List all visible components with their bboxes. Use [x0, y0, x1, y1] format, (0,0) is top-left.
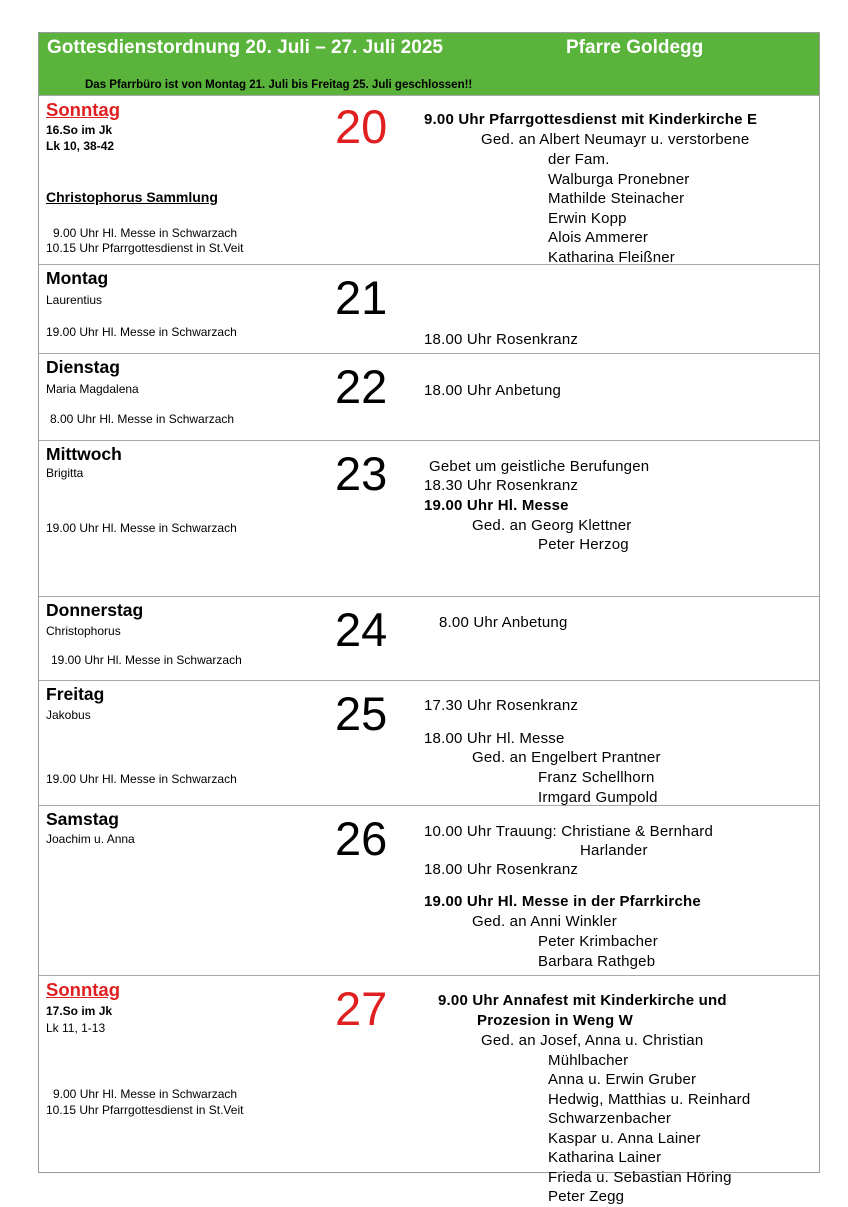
event-line: 17.30 Uhr Rosenkranz: [424, 697, 579, 714]
side-note: 19.00 Uhr Hl. Messe in Schwarzach: [46, 521, 237, 535]
saint-of-day: Brigitta: [46, 466, 84, 480]
event-line: Erwin Kopp: [548, 210, 627, 227]
day-number: 24: [335, 603, 388, 656]
event-line: Schwarzenbacher: [548, 1110, 672, 1127]
day-name: Sonntag: [46, 979, 120, 1000]
saint-of-day: Maria Magdalena: [46, 382, 139, 396]
gospel-reading: Lk 11, 1-13: [46, 1021, 106, 1035]
liturgical-week: 17.So im Jk: [46, 1004, 113, 1018]
day-number: 27: [335, 982, 388, 1035]
event-line: Ged. an Josef, Anna u. Christian: [481, 1032, 704, 1049]
side-note: 10.15 Uhr Pfarrgottesdienst in St.Veit: [46, 1103, 244, 1117]
saint-of-day: Laurentius: [46, 293, 103, 307]
event-line: Peter Krimbacher: [538, 933, 658, 950]
schedule-sheet: [38, 32, 820, 1205]
event-line: Alois Ammerer: [548, 229, 649, 246]
day-block-donnerstag-24: [39, 596, 819, 680]
side-note: 8.00 Uhr Hl. Messe in Schwarzach: [50, 412, 235, 426]
event-line: Peter Zegg: [548, 1188, 625, 1205]
event-line: Hedwig, Matthias u. Reinhard: [548, 1091, 751, 1108]
day-number: 25: [335, 687, 388, 740]
event-line: Mühlbacher: [548, 1052, 629, 1069]
event-line: 19.00 Uhr Hl. Messe in der Pfarrkirche: [424, 893, 701, 910]
page-title: Gottesdienstordnung 20. Juli – 27. Juli 2025: [47, 37, 443, 58]
gospel-reading: Lk 10, 38-42: [46, 139, 115, 153]
event-line: Barbara Rathgeb: [538, 953, 656, 970]
event-line: Walburga Pronebner: [548, 171, 690, 188]
day-block-freitag-25: [39, 680, 819, 805]
event-line: Prozesion in Weng W: [477, 1012, 634, 1029]
event-line: Ged. an Anni Winkler: [472, 913, 617, 930]
side-note: 9.00 Uhr Hl. Messe in Schwarzach: [53, 1087, 238, 1101]
side-note: 10.15 Uhr Pfarrgottesdienst in St.Veit: [46, 241, 244, 255]
day-number: 21: [335, 271, 388, 324]
event-line: 8.00 Uhr Anbetung: [439, 614, 568, 631]
event-line: Katharina Fleißner: [548, 249, 675, 266]
day-block-dienstag-22: [39, 353, 819, 440]
day-name: Freitag: [46, 684, 105, 704]
day-number: 23: [335, 447, 388, 500]
event-line: 9.00 Uhr Pfarrgottesdienst mit Kinderkirche E: [424, 111, 758, 128]
day-name: Samstag: [46, 809, 119, 829]
day-block-samstag-26: [39, 805, 819, 975]
day-name: Donnerstag: [46, 600, 144, 620]
event-line: Franz Schellhorn: [538, 769, 655, 786]
day-block-mittwoch-23: [39, 440, 819, 596]
event-line: 18.30 Uhr Rosenkranz: [424, 477, 579, 494]
event-line: Peter Herzog: [538, 536, 629, 553]
day-name: Dienstag: [46, 357, 120, 377]
day-block-sonntag-20: [39, 95, 819, 264]
event-line: Katharina Lainer: [548, 1149, 662, 1166]
day-number: 26: [335, 812, 388, 865]
day-number: 20: [335, 100, 388, 153]
day-block-sonntag-27: [39, 975, 819, 1205]
event-line: 18.00 Uhr Hl. Messe: [424, 730, 565, 747]
event-line: 18.00 Uhr Rosenkranz: [424, 861, 579, 878]
office-closed-notice: Das Pfarrbüro ist von Montag 21. Juli bis Freitag 25. Juli geschlossen!!: [85, 79, 473, 91]
liturgical-week: 16.So im Jk: [46, 123, 113, 137]
day-name: Sonntag: [46, 99, 120, 120]
event-line: Ged. an Engelbert Prantner: [472, 749, 661, 766]
day-name: Montag: [46, 268, 109, 288]
saint-of-day: Joachim u. Anna: [46, 832, 135, 846]
day-number: 22: [335, 360, 388, 413]
side-note: 19.00 Uhr Hl. Messe in Schwarzach: [46, 325, 237, 339]
header-banner: [39, 33, 819, 95]
event-line: Mathilde Steinacher: [548, 190, 685, 207]
event-line: Gebet um geistliche Berufungen: [429, 458, 650, 475]
collection-note: Christophorus Sammlung: [46, 189, 218, 205]
event-line: Irmgard Gumpold: [538, 789, 658, 806]
event-line: 9.00 Uhr Annafest mit Kinderkirche und: [438, 992, 727, 1009]
saint-of-day: Christophorus: [46, 624, 121, 638]
event-line: der Fam.: [548, 151, 610, 168]
event-line: Harlander: [580, 842, 648, 859]
event-line: Ged. an Albert Neumayr u. verstorbene: [481, 131, 750, 148]
saint-of-day: Jakobus: [46, 708, 91, 722]
side-note: 19.00 Uhr Hl. Messe in Schwarzach: [46, 772, 237, 786]
event-line: Frieda u. Sebastian Höring: [548, 1169, 732, 1186]
day-name: Mittwoch: [46, 444, 122, 464]
event-line: Anna u. Erwin Gruber: [548, 1071, 697, 1088]
side-note: 9.00 Uhr Hl. Messe in Schwarzach: [53, 226, 238, 240]
event-line: 18.00 Uhr Rosenkranz: [424, 331, 579, 348]
event-line: Ged. an Georg Klettner: [472, 517, 632, 534]
event-line: 18.00 Uhr Anbetung: [424, 382, 562, 399]
event-line: 10.00 Uhr Trauung: Christiane & Bernhard: [424, 823, 713, 840]
parish-name: Pfarre Goldegg: [566, 37, 704, 58]
event-line: 19.00 Uhr Hl. Messe: [424, 497, 569, 514]
day-block-montag-21: [39, 264, 819, 353]
event-line: Kaspar u. Anna Lainer: [548, 1130, 701, 1147]
side-note: 19.00 Uhr Hl. Messe in Schwarzach: [51, 653, 242, 667]
